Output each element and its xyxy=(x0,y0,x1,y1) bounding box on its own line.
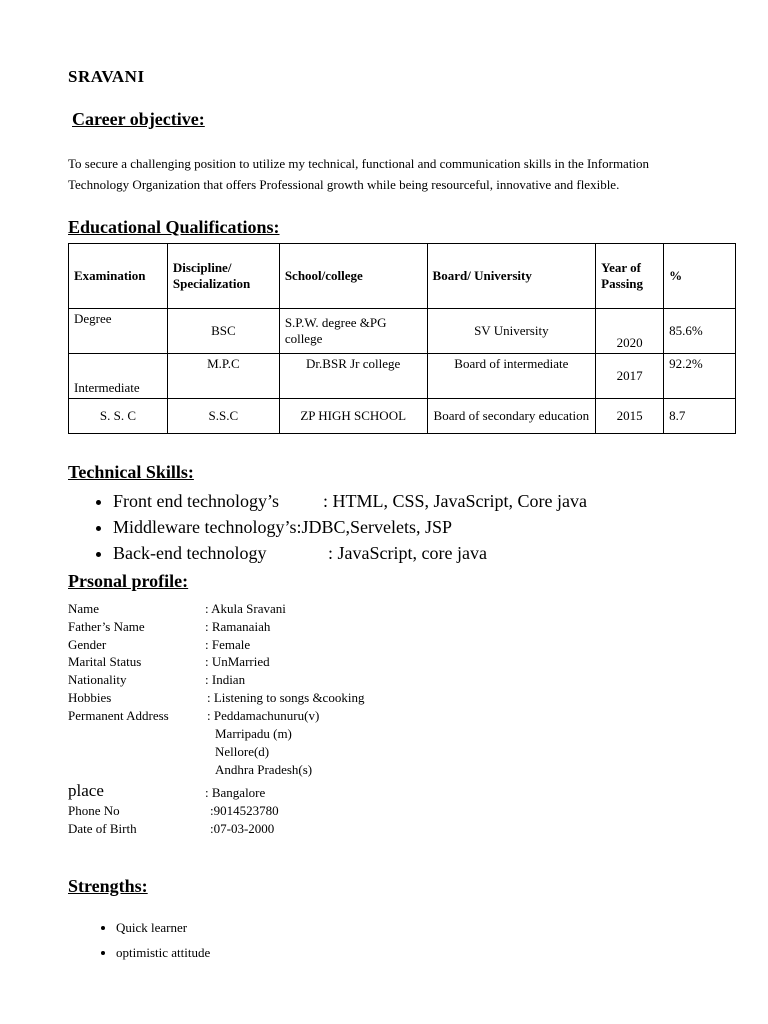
profile-label: place xyxy=(68,781,104,800)
table-row xyxy=(69,399,736,434)
strengths-list xyxy=(68,915,210,965)
list-item xyxy=(113,514,587,540)
profile-value: : Female xyxy=(205,637,251,652)
list-item: • optimistic attitude xyxy=(116,940,210,965)
table-cell: S.P.W. degree &PG college xyxy=(279,309,427,354)
table-cell: S.S.C xyxy=(167,399,279,434)
table-cell: 8.7 xyxy=(664,399,736,434)
skill-label: Front end technology’s xyxy=(113,491,279,511)
profile-value: Marripadu (m) xyxy=(215,726,292,741)
profile-value: : Akula Sravani xyxy=(205,601,286,616)
table-row xyxy=(69,309,736,354)
header-cell: Year of Passing xyxy=(596,244,664,309)
table-row xyxy=(69,354,736,399)
personal-profile-heading: Prsonal profile: xyxy=(68,571,189,591)
strengths-heading: Strengths: xyxy=(68,876,148,896)
education-heading: Educational Qualifications: xyxy=(68,217,280,237)
profile-label: Permanent Address xyxy=(68,708,169,723)
career-objective-heading: Career objective: xyxy=(72,109,205,129)
profile-label: Phone No xyxy=(68,803,120,818)
career-objective-text: To secure a challenging position to utilize my technical, functional and communication skills in the Information Technology Organization that offers Professional growth while being resourceful, innovative and flexible. xyxy=(68,156,650,192)
table-cell: M.P.C xyxy=(167,354,279,399)
skill-label: Back-end technology xyxy=(113,543,267,563)
table-cell: Degree xyxy=(69,309,168,354)
profile-value: :07-03-2000 xyxy=(210,821,275,836)
table-cell: SV University xyxy=(427,309,596,354)
table-cell: 2015 xyxy=(596,399,664,434)
profile-value: : UnMarried xyxy=(205,654,270,669)
profile-value: Nellore(d) xyxy=(215,744,270,759)
skill-value: : JavaScript, core java xyxy=(328,543,487,563)
profile-value: : Listening to songs &cooking xyxy=(207,690,365,705)
header-cell: Board/ University xyxy=(427,244,596,309)
table-cell: 85.6% xyxy=(664,309,736,354)
profile-label: Marital Status xyxy=(68,654,142,669)
profile-value: : Peddamachunuru(v) xyxy=(207,708,320,723)
table-cell: ZP HIGH SCHOOL xyxy=(279,399,427,434)
list-item xyxy=(113,540,587,566)
skill-value: : HTML, CSS, JavaScript, Core java xyxy=(323,491,587,511)
profile-label: Nationality xyxy=(68,672,127,687)
header-cell: % xyxy=(664,244,736,309)
skill-value: :JDBC,Servelets, JSP xyxy=(296,517,452,537)
table-header-row xyxy=(69,244,736,309)
profile-label: Father’s Name xyxy=(68,619,145,634)
candidate-name: SRAVANI xyxy=(68,67,145,86)
header-cell: School/college xyxy=(279,244,427,309)
header-cell: Discipline/ Specialization xyxy=(167,244,279,309)
technical-skills-heading: Technical Skills: xyxy=(68,462,194,482)
list-item: • Quick learner xyxy=(116,915,210,940)
table-cell: Dr.BSR Jr college xyxy=(279,354,427,399)
profile-value: : Ramanaiah xyxy=(205,619,271,634)
table-cell: Board of secondary education xyxy=(427,399,596,434)
profile-label: Name xyxy=(68,601,100,616)
profile-value: Andhra Pradesh(s) xyxy=(215,762,313,777)
profile-value: : Indian xyxy=(205,672,246,687)
table-cell: 92.2% xyxy=(664,354,736,399)
table-cell: Intermediate xyxy=(69,354,168,399)
profile-label: Gender xyxy=(68,637,107,652)
table-cell: 2020 xyxy=(596,309,664,354)
profile-value: : Bangalore xyxy=(205,785,266,800)
education-table xyxy=(68,243,736,434)
table-cell: 2017 xyxy=(596,354,664,399)
table-cell: BSC xyxy=(167,309,279,354)
table-cell: Board of intermediate xyxy=(427,354,596,399)
list-item xyxy=(113,488,587,514)
skill-label: Middleware technology’s xyxy=(113,517,297,537)
profile-label: Date of Birth xyxy=(68,821,137,836)
header-cell: Examination xyxy=(69,244,168,309)
technical-skills-list xyxy=(68,488,587,566)
profile-label: Hobbies xyxy=(68,690,112,705)
profile-value: :9014523780 xyxy=(210,803,279,818)
table-cell: S. S. C xyxy=(69,399,168,434)
